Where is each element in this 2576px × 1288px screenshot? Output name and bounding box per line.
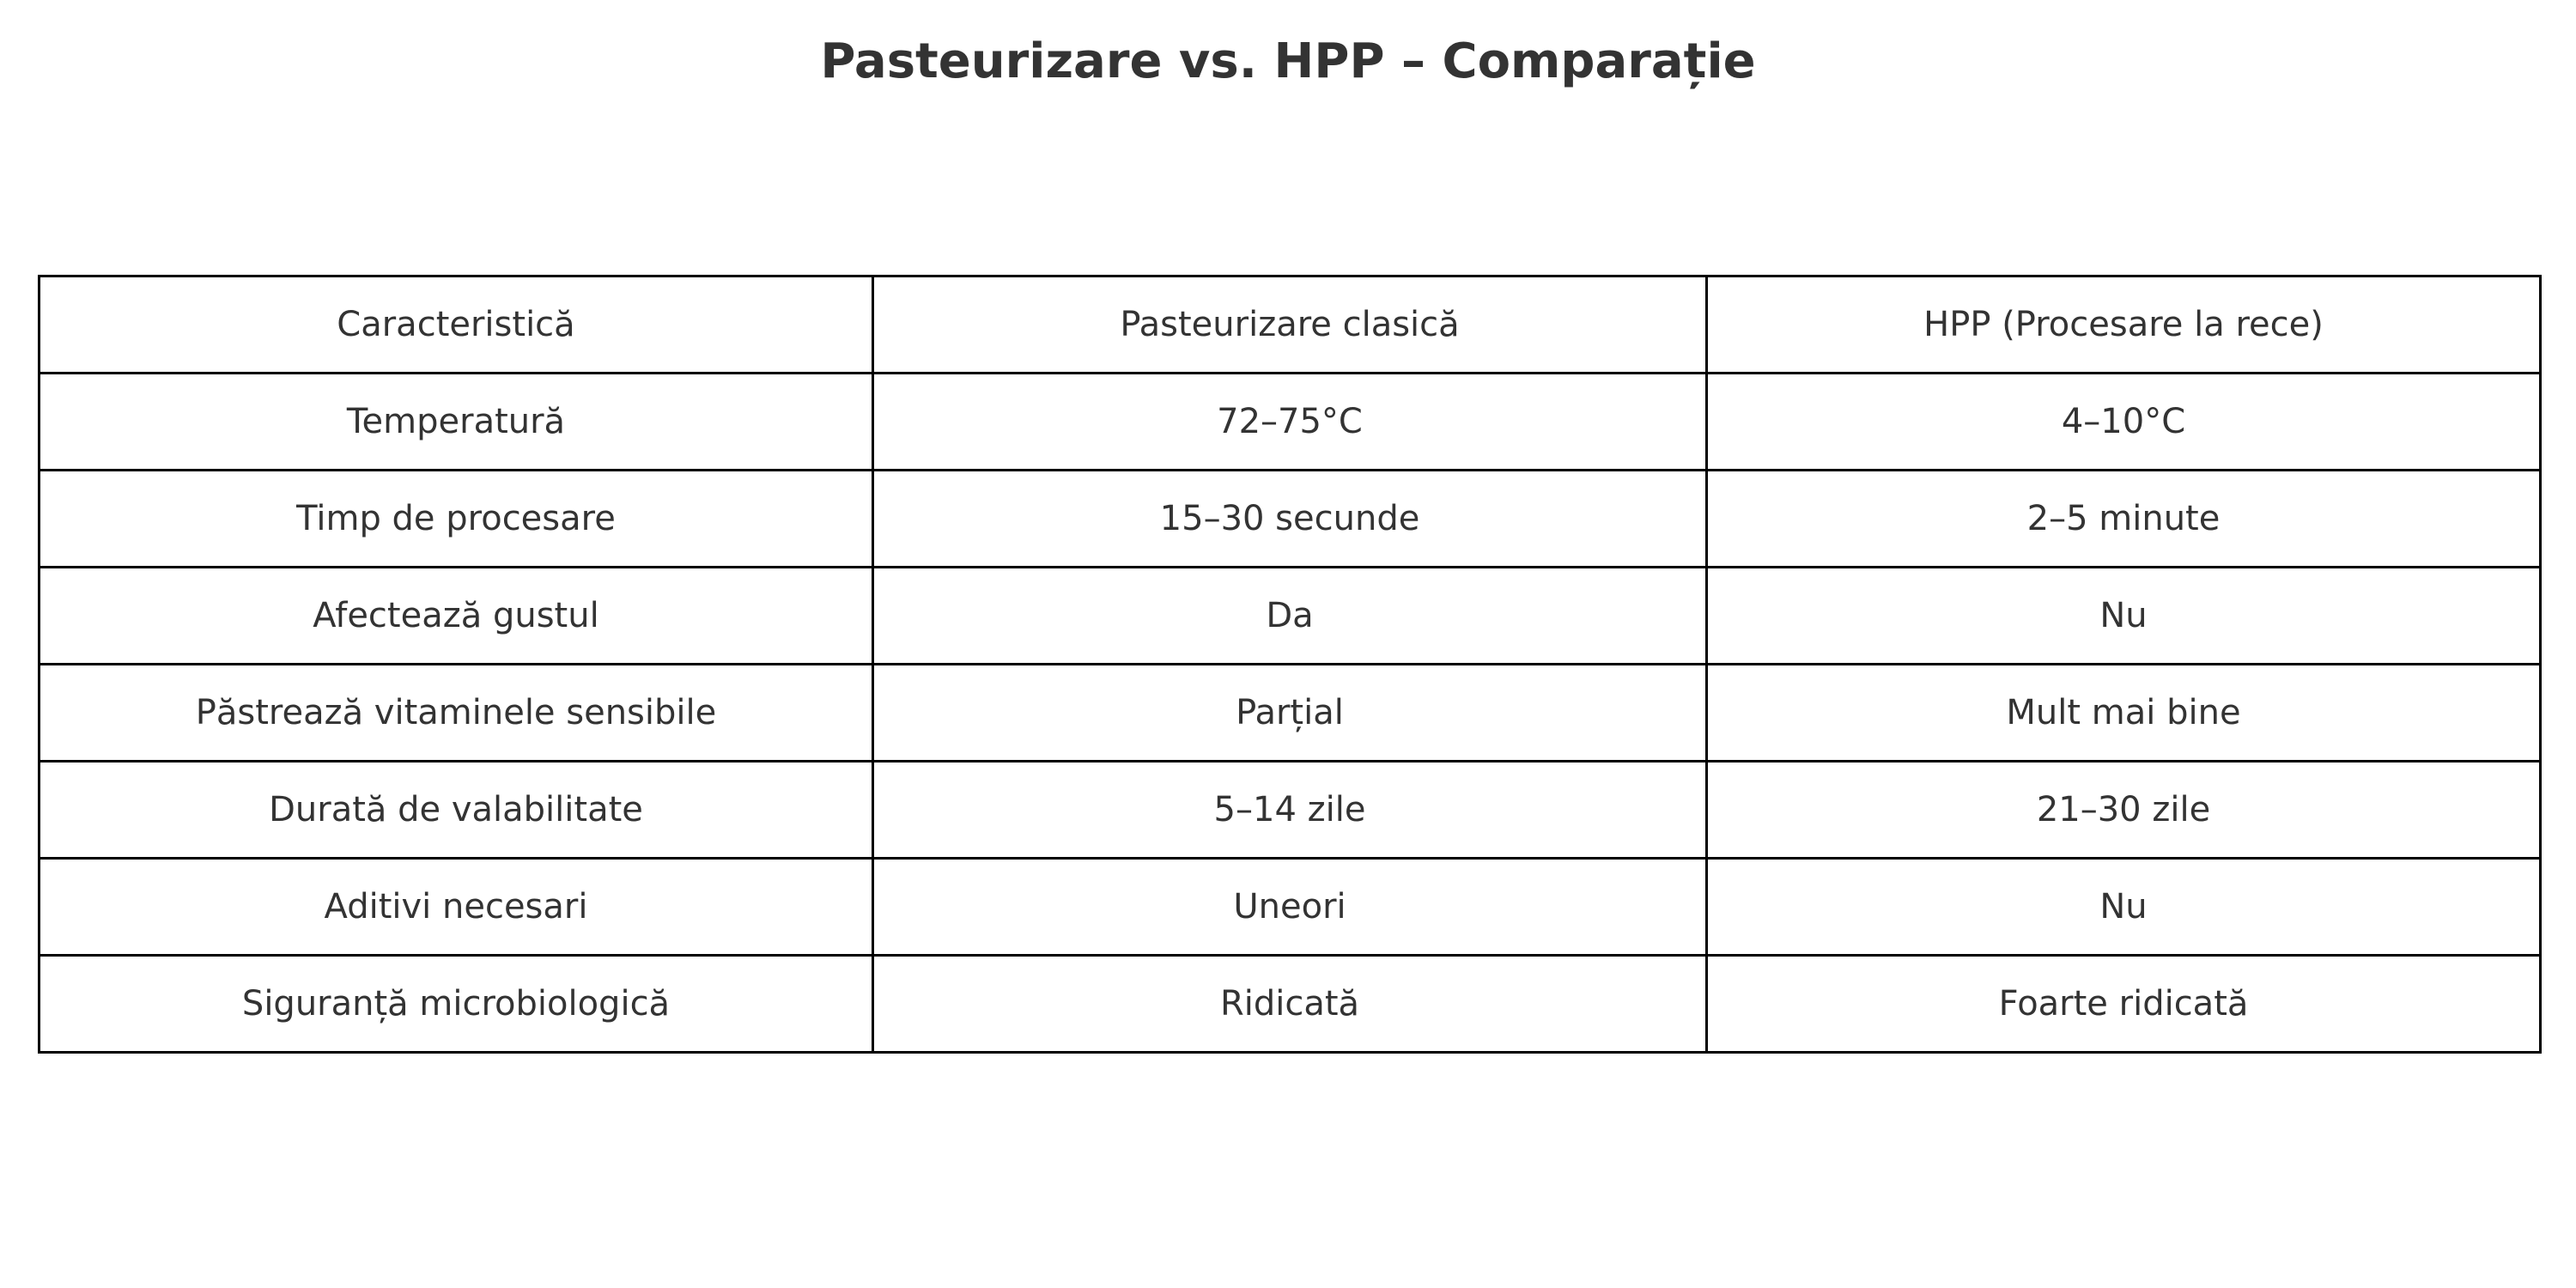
table-row	[39, 665, 2541, 762]
hpp-cell: 21–30 zile	[1707, 762, 2541, 859]
row-label-cell: Timp de procesare	[39, 471, 873, 568]
hpp-cell: Nu	[1707, 859, 2541, 956]
pasteurization-cell: Uneori	[873, 859, 1707, 956]
table-row	[39, 859, 2541, 956]
comparison-table	[38, 275, 2542, 1054]
hpp-cell: Nu	[1707, 568, 2541, 665]
pasteurization-cell: Da	[873, 568, 1707, 665]
hpp-cell: 2–5 minute	[1707, 471, 2541, 568]
row-label-cell: Siguranță microbiologică	[39, 956, 873, 1053]
table-row	[39, 471, 2541, 568]
hpp-cell: Foarte ridicată	[1707, 956, 2541, 1053]
column-header-classic-pasteurization: Pasteurizare clasică	[873, 276, 1707, 374]
column-header-characteristic: Caracteristică	[39, 276, 873, 374]
table-row	[39, 374, 2541, 471]
pasteurization-cell: 15–30 secunde	[873, 471, 1707, 568]
row-label-cell: Afectează gustul	[39, 568, 873, 665]
table-header-row	[39, 276, 2541, 374]
chart-title: Pasteurizare vs. HPP – Comparație	[820, 33, 1756, 89]
pasteurization-cell: Ridicată	[873, 956, 1707, 1053]
row-label-cell: Păstrează vitaminele sensibile	[39, 665, 873, 762]
table-row	[39, 568, 2541, 665]
row-label-cell: Aditivi necesari	[39, 859, 873, 956]
hpp-cell: 4–10°C	[1707, 374, 2541, 471]
row-label-cell: Temperatură	[39, 374, 873, 471]
pasteurization-cell: Parțial	[873, 665, 1707, 762]
table-row	[39, 956, 2541, 1053]
column-header-hpp: HPP (Procesare la rece)	[1707, 276, 2541, 374]
table-row	[39, 762, 2541, 859]
hpp-cell: Mult mai bine	[1707, 665, 2541, 762]
pasteurization-cell: 5–14 zile	[873, 762, 1707, 859]
pasteurization-cell: 72–75°C	[873, 374, 1707, 471]
row-label-cell: Durată de valabilitate	[39, 762, 873, 859]
